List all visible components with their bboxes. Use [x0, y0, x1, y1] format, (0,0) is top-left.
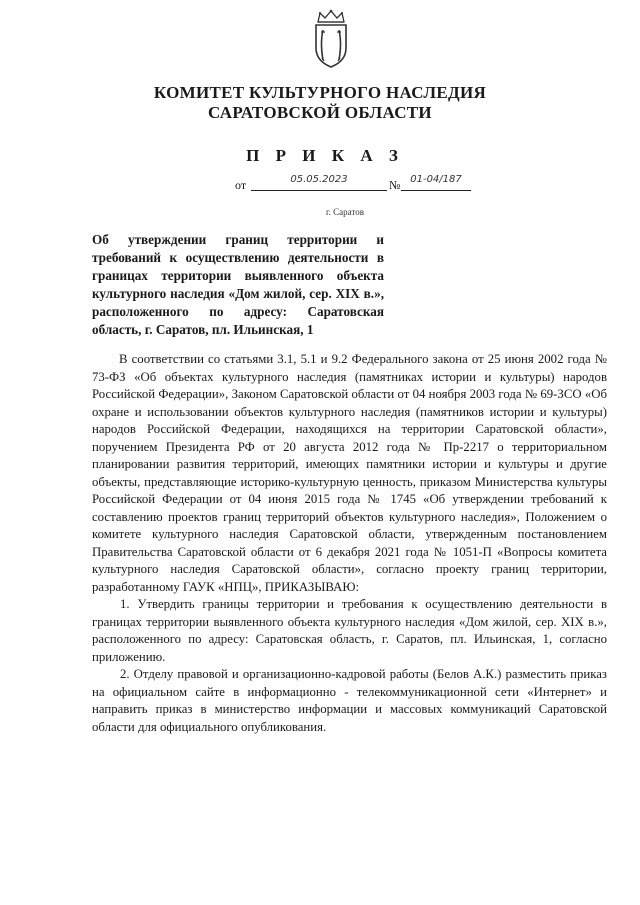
organization-name-line1: КОМИТЕТ КУЛЬТУРНОГО НАСЛЕДИЯ [153, 83, 487, 102]
preamble-paragraph: В соответствии со статьями 3.1, 5.1 и 9.2 Федерального закона от 25 июня 2002 года № 73-ФЗ «Об объектах культурного наследия (памятниках истории и культуры) народов Российской Федерации», Законом Саратовской области от 04 ноября 2003 года № 69-ЗСО «Об охране и использовании объектов культурного наследия (памятников истории и культуры) народов Российской Федерации, находящихся на территории Саратовской области», поручением Президента РФ от 20 августа 2012 года № Пр-2217 о территориальном планировании развития территорий, имеющих памятники истории и культуры и другие объекты, представляющие историко-культурную ценность, приказом Министерства культуры Российской Федерации от 04 июня 2015 года № 1745 «Об утверждении требований к составлению проектов границ территорий объектов культурного наследия», Положением о комитете культурного наследия Саратовской области, утвержденным постановлением Правительства Саратовской области от 6 декабря 2021 года № 1051-П «Вопросы комитета культурного наследия Саратовской области», согласно проекту границ территории, разработанному ГАУК «НПЦ», ПРИКАЗЫВАЮ: [92, 352, 607, 594]
saratov-coat-of-arms-icon [306, 8, 356, 70]
document-type-title: П Р И К А З [246, 146, 404, 165]
number-label: № [389, 178, 401, 192]
number-field: 01-04/187 [401, 172, 471, 191]
organization-name-line2: САРАТОВСКОЙ ОБЛАСТИ [208, 103, 432, 122]
city-label: г. Саратов [326, 207, 364, 217]
order-subject: Об утверждении границ территории и требований к осуществлению деятельности в границах территории выявленного объекта культурного наследия «Дом жилой, сер. XIX в.», расположенного по адресу: Саратовская область, г. Саратов, пл. Ильинская, 1 [92, 232, 384, 337]
order-item-1: 1. Утвердить границы территории и требования к осуществлению деятельности в границах территории выявленного объекта культурного наследия «Дом жилой, сер. XIX в.», расположенного по адресу: Саратовская область, г. Саратов, пл. Ильинская, 1, согласно приложению. [92, 597, 607, 664]
date-field: 05.05.2023 [251, 172, 387, 191]
date-label: от [235, 178, 247, 192]
order-body [92, 351, 607, 736]
order-item-2: 2. Отделу правовой и организационно-кадровой работы (Белов А.К.) разместить приказ на официальном сайте в информационно - телекоммуникационной сети «Интернет» и направить приказ в министерство информации и массовых коммуникаций Саратовской области для официального опубликования. [92, 667, 607, 734]
